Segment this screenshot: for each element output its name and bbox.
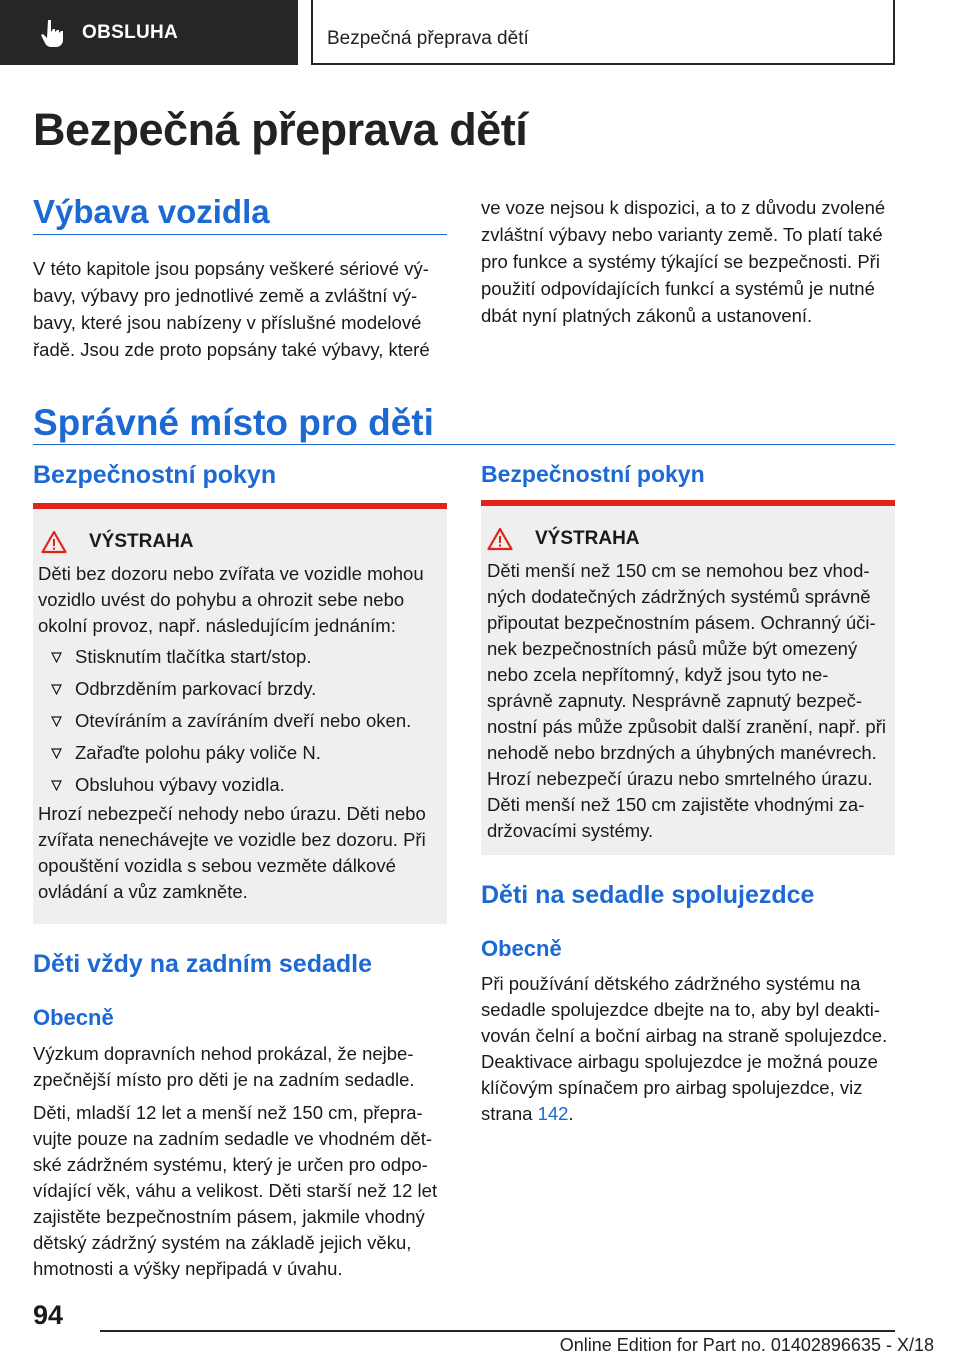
list-item: Otevíráním a zavíráním dveří nebo oken. xyxy=(38,705,442,737)
bullet-triangle-icon xyxy=(51,684,62,695)
general-heading-left: Obecně xyxy=(33,1005,114,1030)
warning-bar xyxy=(481,500,895,506)
general-heading-right: Obecně xyxy=(481,936,562,961)
footer-edition: Online Edition for Part no. 01402896635 - X/18 xyxy=(559,1335,934,1355)
vehicle-equipment-heading: Výbava vozidla xyxy=(33,193,270,230)
warning-triangle-icon xyxy=(487,527,513,551)
warning-list xyxy=(38,641,442,801)
warning-title: VÝSTRAHA xyxy=(89,531,194,552)
warning-header xyxy=(41,530,194,554)
bullet-triangle-icon xyxy=(51,780,62,791)
section-tab xyxy=(0,0,298,65)
rear-seat-paragraph-2: Děti, mladší 12 let a menší než 150 cm, přepra-vujte pouze na zadním sedadle ve vhodném dět-ské zádržném systému, který je určen pro odpo-vídající věk, váhu a velikost. Děti starší než 12 let zajistěte bezpečnostním pásem, jakmile vhodný dětský zádržný systém na základě jejich věku, hmotnosti a výšky nepřipadá v úvahu. xyxy=(33,1102,438,1279)
hand-pointer-icon xyxy=(40,18,66,48)
section-label: OBSLUHA xyxy=(82,21,179,43)
list-item: Obsluhou výbavy vozidla. xyxy=(38,769,442,801)
page-link[interactable]: 142 xyxy=(537,1103,569,1124)
page-number: 94 xyxy=(33,1300,64,1330)
warning-header xyxy=(487,527,640,551)
correct-place-heading: Správné místo pro děti xyxy=(33,402,434,443)
safety-heading-right: Bezpečnostní pokyn xyxy=(481,461,705,487)
warning-text: Děti menší než 150 cm se nemohou bez vhod-ných dodatečných zádržných systémů správně připoutat bezpečnostním pásem. Ochranný úči-nek bezpečnostních pásů může být omezený nebo zcela nepřítomný, když jsou tyto ne-správně zapnuty. Nesprávně zapnutý bezpeč-nostní pás může způsobit další zranění, např. při nehodě nebo brzdných a úhybných manévrech. Hrozí nebezpečí úrazu nebo smrtelného úrazu. Děti menší než 150 cm zajistěte vhodnými za-držovacími systémy. xyxy=(487,560,886,841)
page-title: Bezpečná přeprava dětí xyxy=(33,104,528,155)
passenger-seat-heading: Děti na sedadle spolujezdce xyxy=(481,881,815,909)
list-item: Stisknutím tlačítka start/stop. xyxy=(38,641,442,673)
warning-text: Děti bez dozoru nebo zvířata ve vozidle mohou vozidlo uvést do pohybu a ohrozit sebe nebo okolní provoz, např. následujícím jednáním: xyxy=(38,563,424,636)
bullet-triangle-icon xyxy=(51,716,62,727)
warning-title: VÝSTRAHA xyxy=(535,528,640,549)
warning-box-right xyxy=(481,500,895,855)
divider xyxy=(33,444,895,445)
footer-divider xyxy=(100,1330,895,1332)
equipment-paragraph-left: V této kapitole jsou popsány veškeré sériové vý-bavy, výbavy pro jednotlivé země a zvláštní vý-bavy, které jsou nabízeny v příslušné modelové řadě. Jsou zde proto popsány také výbavy, které xyxy=(33,258,430,360)
breadcrumb: Bezpečná přeprava dětí xyxy=(311,0,895,65)
passenger-paragraph: Při používání dětského zádržného systému na sedadle spolujezdce dbejte na to, aby byl deakti-vován čelní a boční airbag na straně spolujezdce. Deaktivace airbagu spolujezdce je možná pouze klíčovým spínačem pro airbag spolujezdce, viz strana 142. xyxy=(481,973,888,1124)
rear-seat-heading: Děti vždy na zadním sedadle xyxy=(33,950,372,978)
warning-triangle-icon xyxy=(41,530,67,554)
safety-heading-left: Bezpečnostní pokyn xyxy=(33,461,277,489)
bullet-triangle-icon xyxy=(51,652,62,663)
equipment-paragraph-right: ve voze nejsou k dispozici, a to z důvodu zvolené zvláštní výbavy nebo varianty země. To platí také pro funkce a systémy týkající se bezpečnosti. Při použití odpovídajících funkcí a systémů je nutné dbát nyní platných zákonů a ustanovení. xyxy=(481,197,886,326)
warning-closing: Hrozí nebezpečí nehody nebo úrazu. Děti nebo zvířata nenechávejte ve vozidle bez dozoru. Při opouštění vozidla s sebou vezměte dálkové ovládání a vůz zamkněte. xyxy=(38,803,426,902)
divider xyxy=(33,234,447,235)
warning-bar xyxy=(33,503,447,509)
rear-seat-paragraph-1: Výzkum dopravních nehod prokázal, že nejbe-zpečnější místo pro děti je na zadním sedadle. xyxy=(33,1043,415,1090)
list-item: Odbrzděním parkovací brzdy. xyxy=(38,673,442,705)
bullet-triangle-icon xyxy=(51,748,62,759)
list-item: Zařaďte polohu páky voliče N. xyxy=(38,737,442,769)
warning-box-left xyxy=(33,503,447,924)
